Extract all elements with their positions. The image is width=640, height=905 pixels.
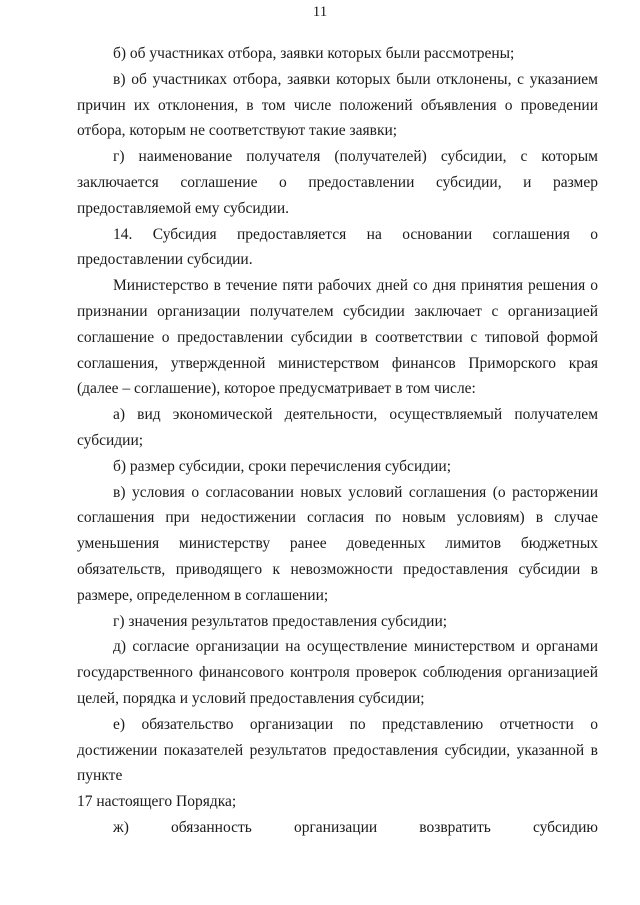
paragraph-b-amount: б) размер субсидии, сроки перечисления субсидии; xyxy=(113,457,452,475)
paragraph-d-consent: д) согласие организации на осуществление министерством и органами государственного финансового контроля проверок соблюдения организацией целей, порядка и условий предоставления субсидии; xyxy=(77,638,598,707)
paragraph-reporting-continuation: 17 настоящего Порядка; xyxy=(77,793,237,811)
paragraph-14-subsidy-basis: 14. Субсидия предоставляется на основании соглашения о предоставлении субсидии. xyxy=(77,225,598,269)
paragraph-ministry-agreement: Министерство в течение пяти рабочих дней со дня принятия решения о признании организации получателем субсидии заключает с организацией соглашение о предоставлении субсидии в соответствии с типовой формой соглашения, утвержденной министерством финансов Приморского края (далее – соглашение), которое предусматривает в том числе: xyxy=(77,277,598,398)
paragraph-v-rejected: в) об участниках отбора, заявки которых были отклонены, с указанием причин их отклонения, в том числе положений объявления о проведении отбора, которым не соответствуют такие заявки; xyxy=(77,70,598,140)
paragraph-g-recipient: г) наименование получателя (получателей) субсидии, с которым заключается соглашение о предоставлении субсидии, и размер предоставляемой ему субсидии. xyxy=(77,148,598,217)
paragraph-b-reviewed: б) об участниках отбора, заявки которых были рассмотрены; xyxy=(113,45,515,62)
paragraph-g-results: г) значения результатов предоставления субсидии; xyxy=(113,612,448,630)
paragraph-zh-return: ж) обязанность организации возвратить субсидию xyxy=(113,818,598,836)
paragraph-a-activity: а) вид экономической деятельности, осуществляемый получателем субсидии; xyxy=(77,406,598,449)
paragraph-e-reporting: е) обязательство организации по представлению отчетности о достижении показателей результатов предоставления субсидии, указанной в пункте xyxy=(77,715,598,785)
paragraph-v-conditions: в) условия о согласовании новых условий соглашения (о расторжении соглашения при недостижении согласия по новым условиям) в случае уменьшения министерству ранее доведенных лимитов бюджетных обязательств, приводящего к невозможности предоставления субсидии в размере, определенном в соглашении; xyxy=(77,483,598,604)
document-body xyxy=(77,41,598,841)
page-number: 11 xyxy=(312,4,328,20)
